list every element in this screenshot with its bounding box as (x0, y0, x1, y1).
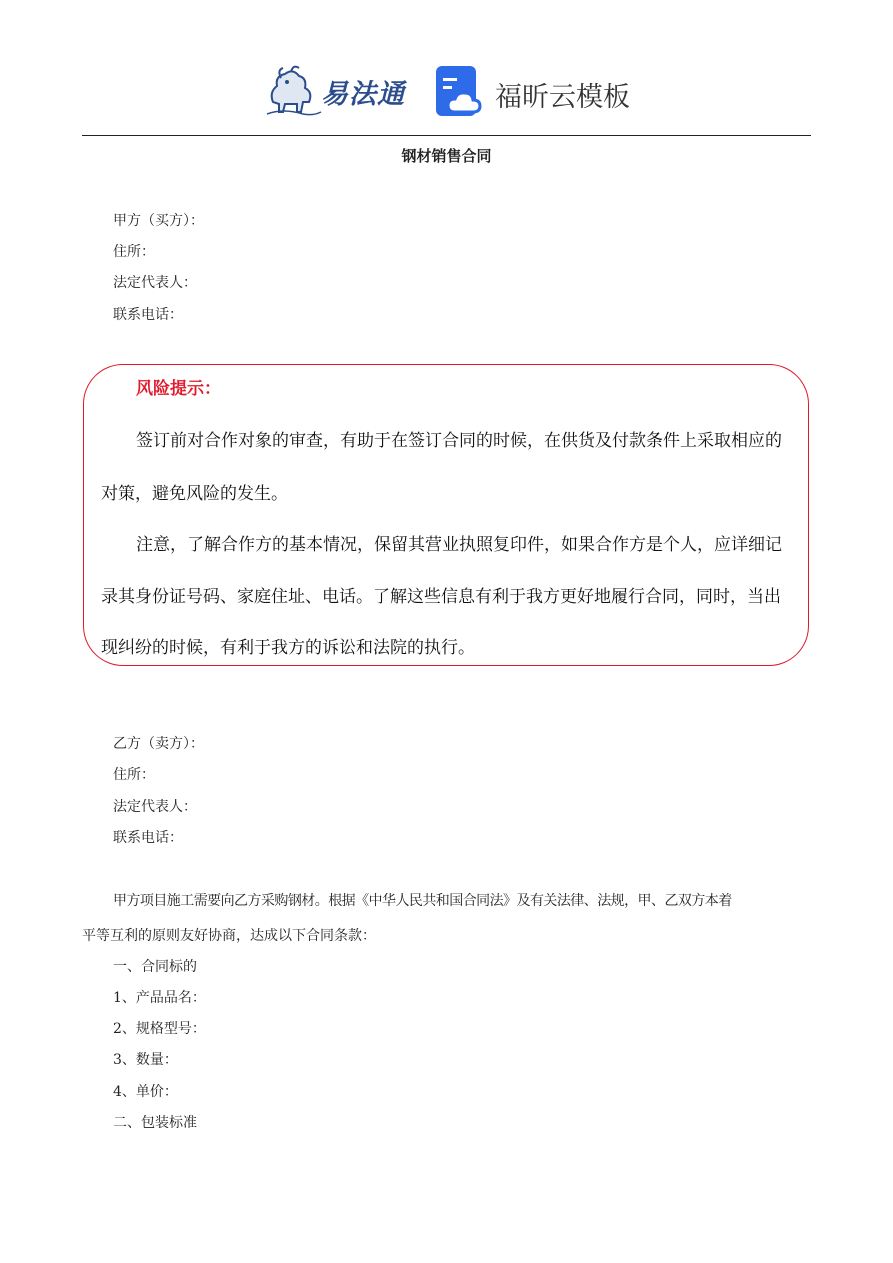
clause-item: 4、单价： (113, 1084, 178, 1100)
cloud-document-icon (436, 66, 484, 116)
page-header (0, 58, 893, 122)
intro-paragraph-line: 甲方项目施工需要向乙方采购钢材。根据《中华人民共和国合同法》及有关法律、法规，甲、乙双方本着 (113, 893, 732, 909)
risk-warning-title: 风险提示： (136, 379, 221, 399)
party-b-label: 乙方（卖方）： (113, 736, 204, 752)
risk-line: 对策，避免风险的发生。 (101, 484, 288, 504)
foxit-template-logo-text: 福昕云模板 (495, 82, 630, 113)
document-title: 钢材销售合同 (401, 147, 492, 165)
party-a-phone: 联系电话： (113, 307, 183, 323)
clause-item: 2、规格型号： (113, 1021, 206, 1037)
intro-paragraph-line: 平等互利的原则友好协商，达成以下合同条款： (82, 928, 376, 944)
qilin-logo-icon (263, 62, 323, 118)
party-b-phone: 联系电话： (113, 830, 183, 846)
header-divider (82, 135, 811, 136)
party-a-address: 住所： (113, 244, 155, 260)
party-a-label: 甲方（买方）： (113, 213, 204, 229)
risk-line: 签订前对合作对象的审查，有助于在签订合同的时候，在供货及付款条件上采取相应的 (136, 431, 782, 451)
risk-line: 注意，了解合作方的基本情况，保留其营业执照复印件，如果合作方是个人，应详细记 (136, 535, 782, 555)
clause-item: 3、数量： (113, 1052, 178, 1068)
risk-line: 录其身份证号码、家庭住址、电话。了解这些信息有利于我方更好地履行合同，同时，当出 (101, 587, 781, 607)
party-b-address: 住所： (113, 767, 155, 783)
clause-item: 二、包装标准 (113, 1115, 197, 1131)
yifatong-logo-text: 易法通 (321, 79, 405, 110)
clause-item: 一、合同标的 (113, 959, 197, 975)
risk-line: 现纠纷的时候，有利于我方的诉讼和法院的执行。 (101, 638, 475, 658)
risk-warning-box (83, 364, 809, 666)
party-a-representative: 法定代表人： (113, 275, 197, 291)
clause-item: 1、产品品名： (113, 990, 206, 1006)
party-b-representative: 法定代表人： (113, 799, 197, 815)
yifatong-logo (263, 62, 413, 118)
